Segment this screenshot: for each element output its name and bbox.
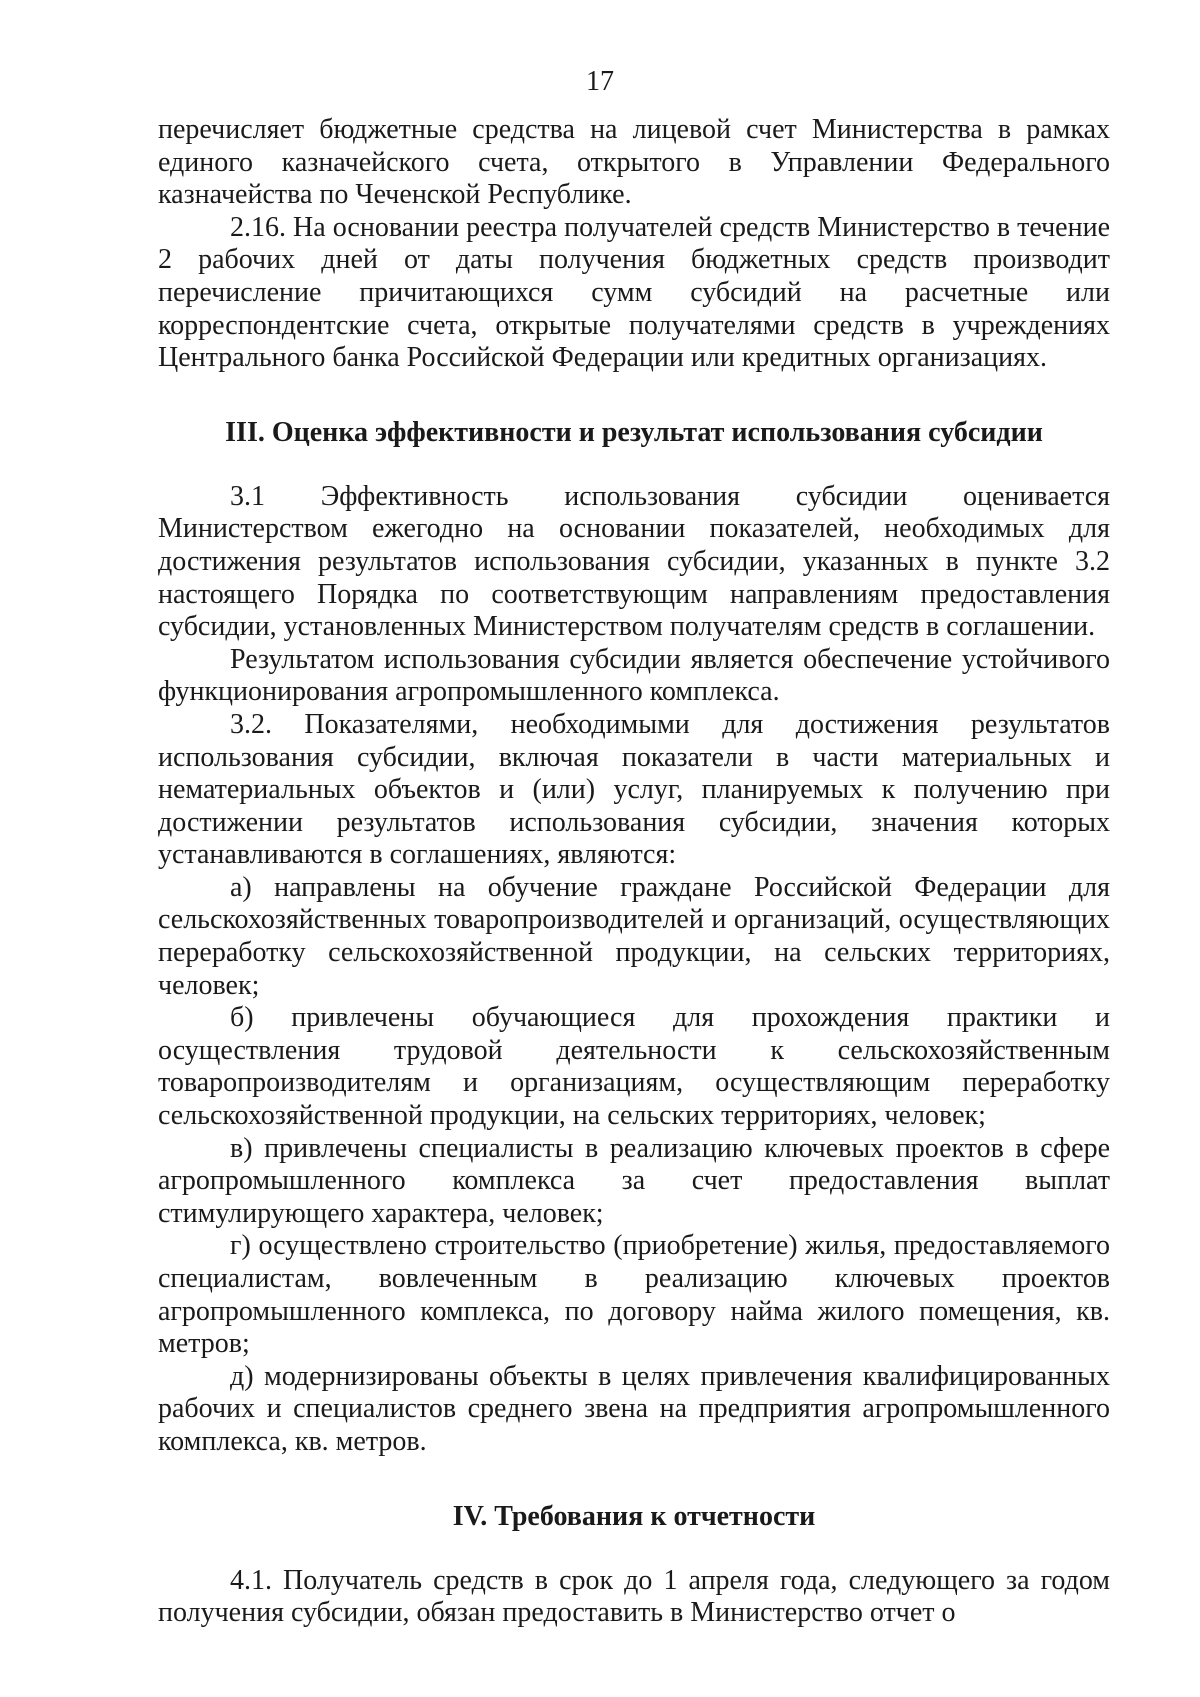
list-item-v: в) привлечены специалисты в реализацию ключевых проектов в сфере агропромышленного комплекса за счет предоставления выплат стимулирующего характера, человек;	[158, 1132, 1110, 1229]
paragraph-4-1: 4.1. Получатель средств в срок до 1 апреля года, следующего за годом получения субсидии, обязан предоставить в Министерство отчет о	[158, 1564, 1110, 1629]
paragraph-3-1: 3.1 Эффективность использования субсидии оценивается Министерством ежегодно на основании показателей, необходимых для достижения результатов использования субсидии, указанных в пункте 3.2 настоящего Порядка по соответствующим направлениям предоставления субсидии, установленных Министерством получателям средств в соглашении.	[158, 480, 1110, 643]
spacer	[158, 1459, 1110, 1501]
paragraph-2-16: 2.16. На основании реестра получателей средств Министерство в течение 2 рабочих дней от даты получения бюджетных средств производит перечисление причитающихся сумм субсидий на расчетные или корреспондентские счета, открытые получателями средств в учреждениях Центрального банка Российской Федерации или кредитных организациях.	[158, 211, 1110, 374]
list-item-a: а) направлены на обучение граждане Российской Федерации для сельскохозяйственных товаропроизводителей и организаций, осуществляющих переработку сельскохозяйственной продукции, на сельских территориях, человек;	[158, 871, 1110, 1001]
section-3-heading: III. Оценка эффективности и результат использования субсидии	[225, 416, 1043, 448]
spacer	[158, 1533, 1110, 1565]
list-item-g: г) осуществлено строительство (приобретение) жилья, предоставляемого специалистам, вовлеченным в реализацию ключевых проектов агропромышленного комплекса, по договору найма жилого помещения, кв. метров;	[158, 1230, 1110, 1360]
section-4-heading: IV. Требования к отчетности	[452, 1500, 816, 1532]
paragraph-continuation: перечисляет бюджетные средства на лицевой счет Министерства в рамках единого казначейского счета, открытого в Управлении Федерального казначейства по Чеченской Республике.	[158, 114, 1110, 211]
paragraph-3-2: 3.2. Показателями, необходимыми для достижения результатов использования субсидии, включая показатели в части материальных и нематериальных объектов и (или) услуг, планируемых к получению при достижении результатов использования субсидии, значения которых устанавливаются в соглашениях, являются:	[158, 708, 1110, 871]
paragraph-result: Результатом использования субсидии является обеспечение устойчивого функционирования агропромышленного комплекса.	[158, 643, 1110, 708]
list-item-b: б) привлечены обучающиеся для прохождения практики и осуществления трудовой деятельности к сельскохозяйственным товаропроизводителям и организациям, осуществляющим переработку сельскохозяйственной продукции, на сельских территориях, человек;	[158, 1002, 1110, 1132]
document-body	[158, 114, 1110, 1630]
spacer	[158, 375, 1110, 417]
list-item-d: д) модернизированы объекты в целях привлечения квалифицированных рабочих и специалистов среднего звена на предприятия агропромышленного комплекса, кв. метров.	[158, 1360, 1110, 1457]
spacer	[158, 449, 1110, 481]
page-number: 17	[586, 66, 614, 97]
